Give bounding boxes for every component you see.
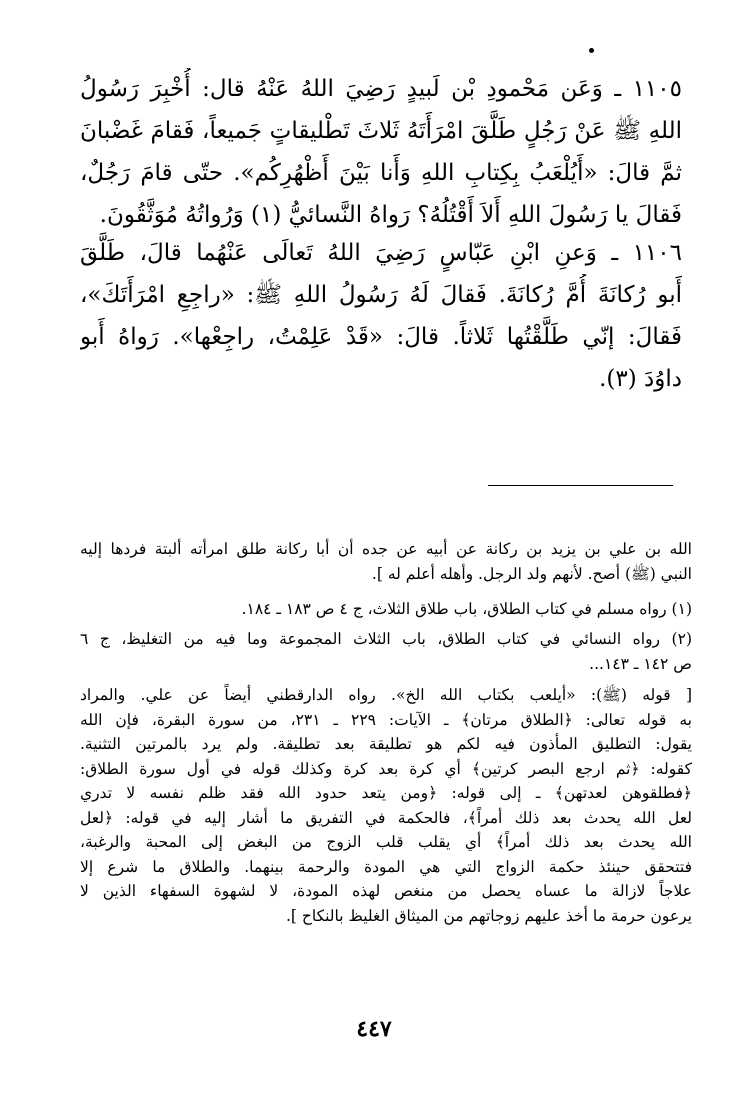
page-mark	[589, 48, 594, 53]
footnote-separator	[488, 485, 673, 486]
page-number: ٤٤٧	[356, 1016, 392, 1042]
hadith-1106-line: ١١٠٦ ـ وَعنِ ابْنِ عَبّاسٍ رَضِيَ اللهُ تَعالَى عَنْهُما قالَ، طَلَّقَ	[80, 240, 682, 266]
hadith-1105	[80, 68, 682, 236]
footnote-line: ص ١٤٢ ـ ١٤٣...	[589, 654, 692, 673]
commentary-line: يرعون حرمة ما أخذ عليهم زوجاتهم من الميثاق الغليظ بالنكاح ].	[285, 906, 692, 925]
footnote-line: (١) رواه مسلم في كتاب الطلاق، باب طلاق الثلاث، ج ٤ ص ١٨٣ ـ ١٨٤.	[241, 600, 692, 618]
commentary-line: ﴿فطلقوهن لعدتهن﴾ ـ إلى قوله: ﴿ومن يتعد حدود الله فقد ظلم نفسه لا تدري	[80, 784, 692, 802]
footnote-2	[80, 627, 692, 676]
commentary-line: [ قوله (ﷺ): «أيلعب بكتاب الله الخ». رواه الدارقطني أيضاً عن علي. والمراد	[80, 686, 692, 704]
commentary-line: لعل الله يحدث بعد ذلك أمراً﴾، فالحكمة في التفريق ما أشار إليه في قوله: ﴿لعل	[80, 808, 692, 827]
commentary-line: الله يحدث بعد ذلك أمراً﴾ أي يقلب قلب الزوج من البغض إلى المحبة والرغبة،	[80, 833, 692, 851]
hadith-1106-line: فَقالَ: إنّي طَلَّقْتُها ثَلاثاً. قالَ: «قَدْ عَلِمْتُ، راجِعْها». رَواهُ أَبو	[80, 324, 682, 350]
footnote-1	[80, 597, 692, 622]
commentary-line: به قوله تعالى: ﴿الطلاق مرتان﴾ ـ الآيات: ٢٢٩ ـ ٢٣١، من سورة البقرة، فإن الله	[80, 710, 692, 729]
commentary	[80, 683, 692, 928]
commentary-line: فتتحقق حينئذ حكمة الزواج التي هي المودة والرحمة بينهما. والطلاق ما شرع إلا	[80, 857, 692, 876]
hadith-1106	[80, 232, 682, 400]
hadith-1105-line: ١١٠٥ ـ وَعَن مَحْمودِ بْن لَبيدٍ رَضِيَ اللهُ عَنْهُ قال: أُخْبِرَ رَسُولُ	[80, 76, 682, 102]
footnote-line: النبي (ﷺ) أصح. لأنهم ولد الرجل. وأهله أعلم له ].	[371, 564, 692, 583]
footnote-continuation	[80, 537, 692, 586]
hadith-1105-line: اللهِ ﷺ عَنْ رَجُلٍ طَلَّقَ امْرَأَتَهُ ثَلاثَ تَطْليقاتٍ جَميعاً، فَقامَ غَضْبانَ	[80, 118, 682, 144]
hadith-1105-line: ثمَّ قالَ: «أَيُلْعَبُ بِكِتابِ اللهِ وَأَنا بَيْنَ أَظْهُرِكُم». حتّى قامَ رَجُلٌ،	[80, 160, 682, 186]
hadith-1105-line: فَقالَ يا رَسُولَ اللهِ أَلاَ أَقْتُلُهُ؟ رَواهُ النَّسائيُّ (١) وَرُواتُهُ مُوَثَّقُونَ.	[99, 202, 682, 228]
commentary-line: يقول: التطليق المأذون فيه لكم هو تطليقة بعد تطليقة. ولم يرد بالمرتين التثنية.	[80, 735, 692, 753]
footnote-line: الله بن علي بن يزيد بن ركانة عن أبيه عن جده أن أبا ركانة طلق امرأته ألبتة فردها إليه	[80, 540, 692, 558]
hadith-1106-line: أَبو رُكانَةَ أُمَّ رُكانَةَ. فَقالَ لَهُ رَسُولُ اللهِ ﷺ: «راجِعِ امْرَأَتَكَ»،	[80, 282, 682, 308]
commentary-line: علاجاً لازالة ما عساه يحصل من منغص لهذه المودة، لا لشهوة السفهاء الذين لا	[80, 882, 692, 900]
hadith-1106-line: داوُدَ (٣).	[599, 366, 682, 392]
commentary-line: كقوله: ﴿ثم ارجع البصر كرتين﴾ أي كرة بعد كرة وكذلك قوله في أول سورة الطلاق:	[80, 759, 692, 778]
footnote-line: (٢) رواه النسائي في كتاب الطلاق، باب الثلاث المجموعة وما فيه من التغليظ، ج ٦	[80, 630, 692, 648]
